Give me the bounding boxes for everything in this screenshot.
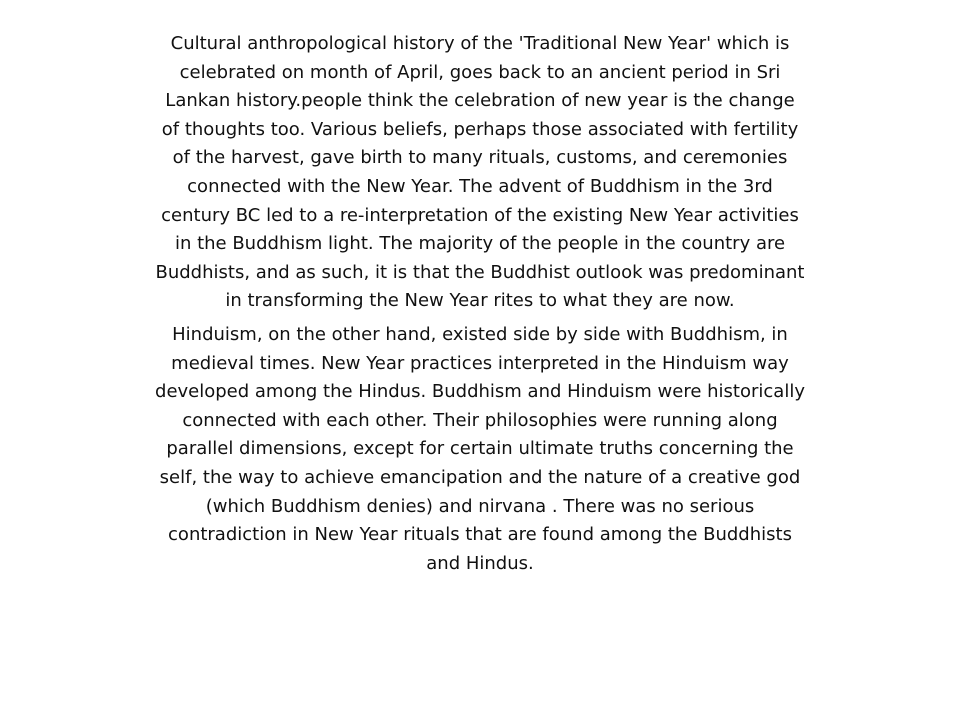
paragraph-hinduism: Hinduism, on the other hand, existed side by side with Buddhism, in medieval times. New Year practices interpreted in the Hinduism way developed among the Hindus. Buddhism and Hinduism were historically connected with each other. Their philosophies were running along parallel dimensions, except for certain ultimate truths concerning the self, the way to achieve emancipation and the nature of a creative god (which Buddhism denies) and nirvana . There was no serious contradiction in New Year rituals that are found among the Buddhists and Hindus. <box>155 323 805 574</box>
slide-body-text <box>155 30 805 578</box>
paragraph-new-year-history: Cultural anthropological history of the 'Traditional New Year' which is celebrated on month of April, goes back to an ancient period in Sri Lankan history.people think the celebration of new year is the change of thoughts too. Various beliefs, perhaps those associated with fertility of the harvest, gave birth to many rituals, customs, and ceremonies connected with the New Year. The advent of Buddhism in the 3rd century BC led to a re-interpretation of the existing New Year activities in the Buddhism light. The majority of the people in the country are Buddhists, and as such, it is that the Buddhist outlook was predominant in transforming the New Year rites to what they are now. <box>155 33 805 312</box>
